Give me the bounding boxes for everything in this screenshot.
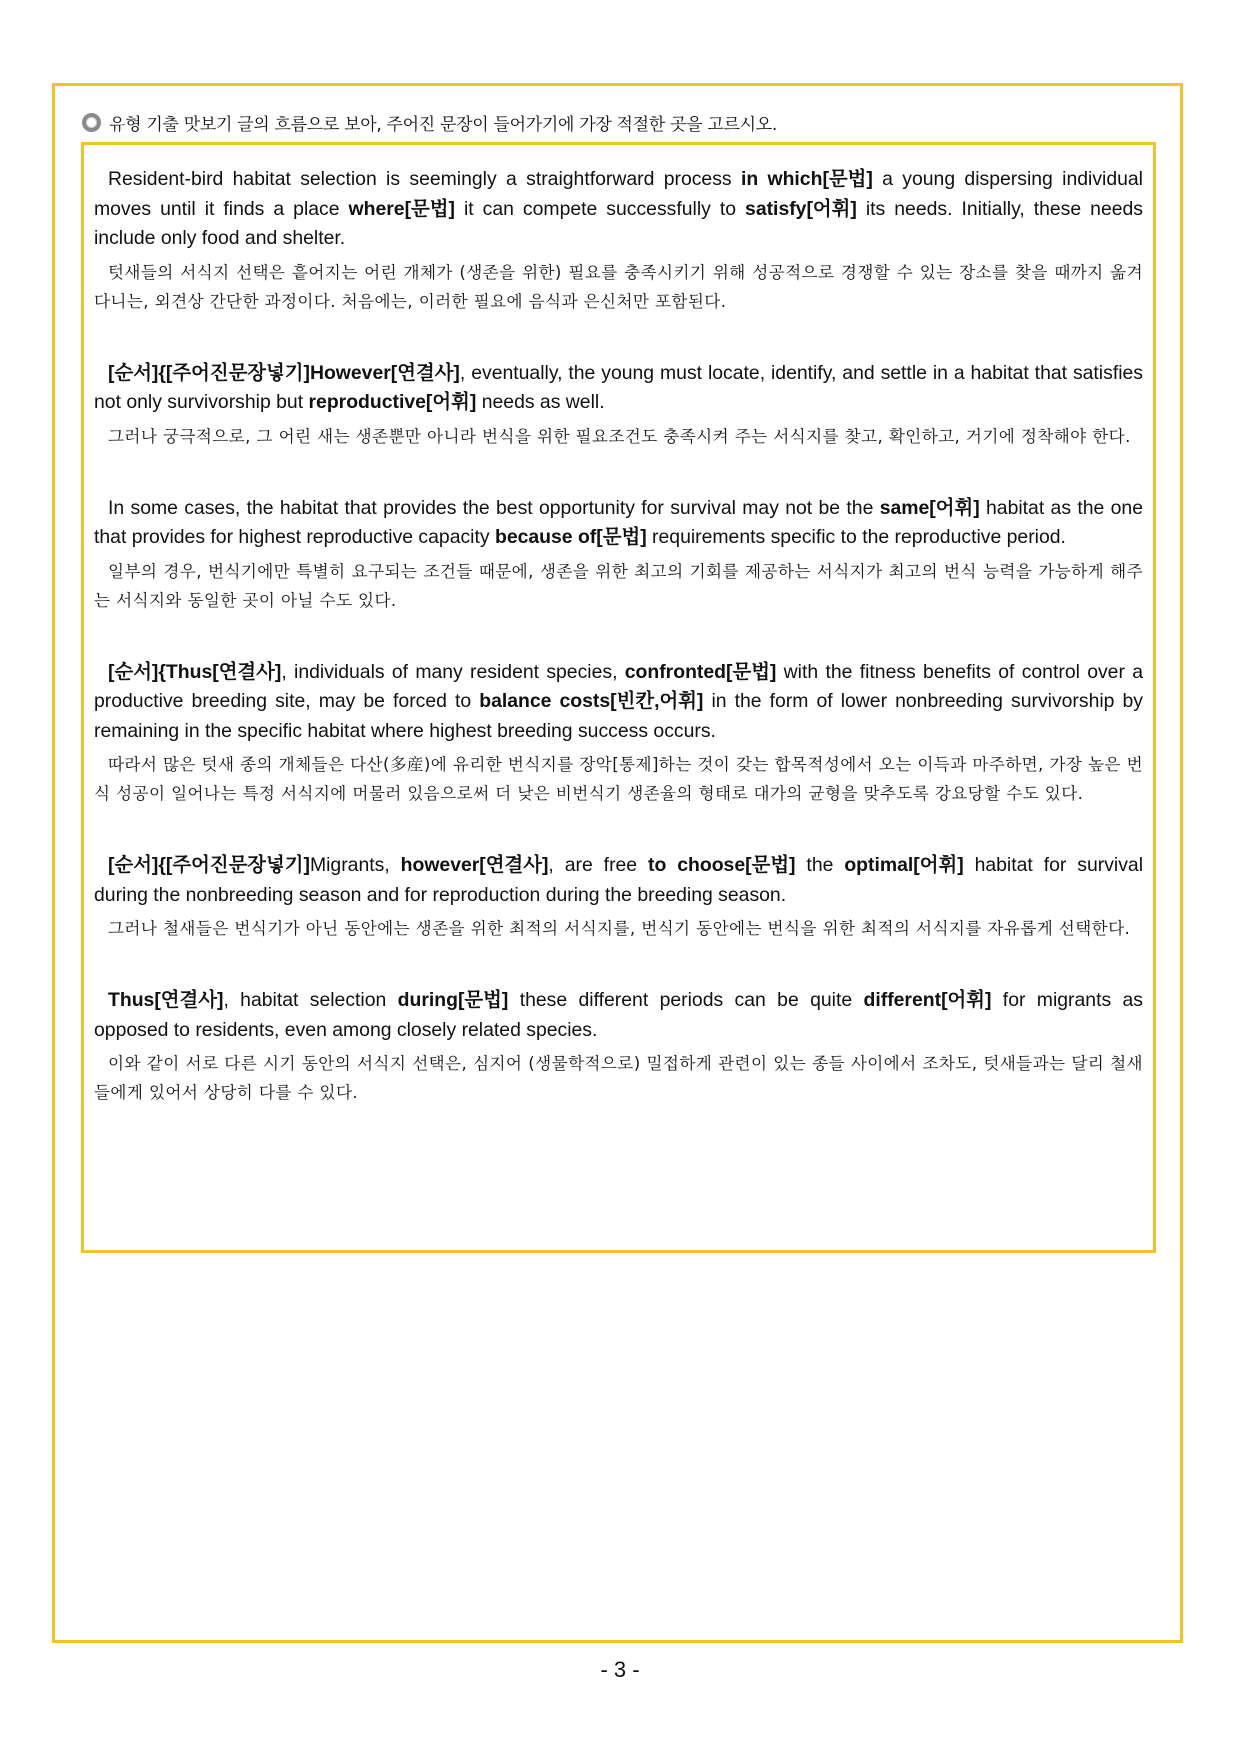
english-sentence [94, 359, 1143, 418]
paragraph-6 [94, 986, 1143, 1107]
tagged-keyword: to choose[문법] [648, 854, 796, 876]
korean-translation: 이와 같이 서로 다른 시기 동안의 서식지 선택은, 심지어 (생물학적으로) 밀접하게 관련이 있는 종들 사이에서 조차도, 텃새들과는 달리 철새들에게 있어서 상당히 다를 수 있다. [94, 1054, 1143, 1102]
tagged-keyword: satisfy[어휘] [745, 197, 857, 220]
tagged-keyword: same[어휘] [879, 496, 980, 519]
sentence-text: , individuals of many resident species, [281, 660, 625, 683]
sentence-text: it can compete successfully to [454, 197, 746, 220]
ring-bullet-icon [82, 113, 101, 132]
question-header [82, 112, 777, 138]
sentence-text: requirements specific to the reproductive period. [646, 526, 1066, 548]
tagged-keyword: [순서]{Thus[연결사] [108, 660, 282, 683]
sentence-text: these different periods can be quite [508, 989, 864, 1011]
tagged-keyword: balance costs[빈칸,어휘] [479, 690, 704, 712]
tagged-keyword: [순서]{[주어진문장넣기]However[연결사] [108, 361, 460, 384]
tagged-keyword: confronted[문법] [624, 660, 777, 683]
question-instruction: 유형 기출 맛보기 글의 흐름으로 보아, 주어진 문장이 들어가기에 가장 적절한 곳을 고르시오. [109, 115, 777, 135]
english-sentence [94, 658, 1143, 747]
page-number: - 3 - [600, 1657, 640, 1682]
paragraph-5 [94, 851, 1143, 943]
sentence-text: a young dispersing individual moves until it finds a place [94, 168, 1143, 220]
sentence-text: for migrants as opposed to residents, even among closely related species. [94, 989, 1143, 1041]
tagged-keyword: during[문법] [397, 989, 509, 1011]
paragraph-3 [94, 494, 1143, 615]
passage-box [81, 142, 1156, 1253]
sentence-text: Resident-bird habitat selection is seemingly a straightforward process [108, 168, 741, 190]
sentence-text: with the fitness benefits of control over a productive breeding site, may be forced to [94, 660, 1143, 712]
tagged-keyword: where[문법] [348, 197, 455, 220]
english-sentence [94, 494, 1143, 553]
tagged-keyword: because of[문법] [494, 526, 647, 548]
tagged-keyword: Thus[연결사] [108, 989, 224, 1011]
tagged-keyword: reproductive[어휘] [308, 391, 477, 413]
korean-translation: 따라서 많은 텃새 종의 개체들은 다산(多産)에 유리한 번식지를 장악[통제]하는 것이 갖는 합목적성에서 오는 이득과 마주하면, 가장 높은 번식 성공이 일어나는 특정 서식지에 머물러 있음으로써 더 낮은 비번식기 생존율의 형태로 대가의 균형을 맞추도록 강요당할 수도 있다. [94, 755, 1143, 803]
sentence-text: , habitat selection [223, 989, 398, 1011]
korean-translation: 텃새들의 서식지 선택은 흩어지는 어린 개체가 (생존을 위한) 필요를 충족시키기 위해 성공적으로 경쟁할 수 있는 장소를 찾을 때까지 옮겨 다니는, 외견상 간단한 과정이다. 처음에는, 이러한 필요에 음식과 은신처만 포함된다. [94, 262, 1143, 311]
tagged-keyword: in which[문법] [740, 168, 873, 190]
english-sentence [94, 165, 1143, 254]
sentence-text: habitat for survival during the nonbreeding season and for reproduction during the breeding season. [94, 854, 1143, 906]
english-sentence [94, 851, 1143, 910]
paragraph-2 [94, 359, 1143, 451]
sentence-text: the [795, 854, 845, 876]
sentence-text: In some cases, the habitat that provides the best opportunity for survival may not be the [108, 496, 880, 519]
korean-translation: 그러나 궁극적으로, 그 어린 새는 생존뿐만 아니라 번식을 위한 필요조건도 충족시켜 주는 서식지를 찾고, 확인하고, 거기에 정착해야 한다. [108, 426, 1131, 446]
paragraph-4 [94, 658, 1143, 809]
sentence-text: habitat as the one that provides for highest reproductive capacity [94, 496, 1144, 548]
sentence-text: Migrants, [309, 854, 401, 876]
paragraph-1 [94, 165, 1143, 316]
sentence-text: in the form of lower nonbreeding survivorship by remaining in the specific habitat where highest breeding success occurs. [94, 690, 1143, 742]
english-sentence [94, 986, 1143, 1045]
tagged-keyword: however[연결사] [400, 854, 549, 876]
tagged-keyword: [순서]{[주어진문장넣기] [108, 854, 310, 876]
korean-translation: 일부의 경우, 번식기에만 특별히 요구되는 조건들 때문에, 생존을 위한 최고의 기회를 제공하는 서식지가 최고의 번식 능력을 가능하게 해주는 서식지와 동일한 곳이 아닐 수도 있다. [94, 561, 1143, 610]
sentence-text: its needs. Initially, these needs include only food and shelter. [94, 197, 1143, 249]
korean-translation: 그러나 철새들은 번식기가 아닌 동안에는 생존을 위한 최적의 서식지를, 번식기 동안에는 번식을 위한 최적의 서식지를 자유롭게 선택한다. [108, 919, 1131, 938]
tagged-keyword: different[어휘] [863, 989, 992, 1011]
sentence-text: , eventually, the young must locate, identify, and settle in a habitat that satisfies not only survivorship but [94, 361, 1143, 413]
sentence-text: , are free [548, 854, 649, 876]
tagged-keyword: optimal[어휘] [844, 854, 964, 876]
sentence-text: needs as well. [476, 391, 605, 413]
